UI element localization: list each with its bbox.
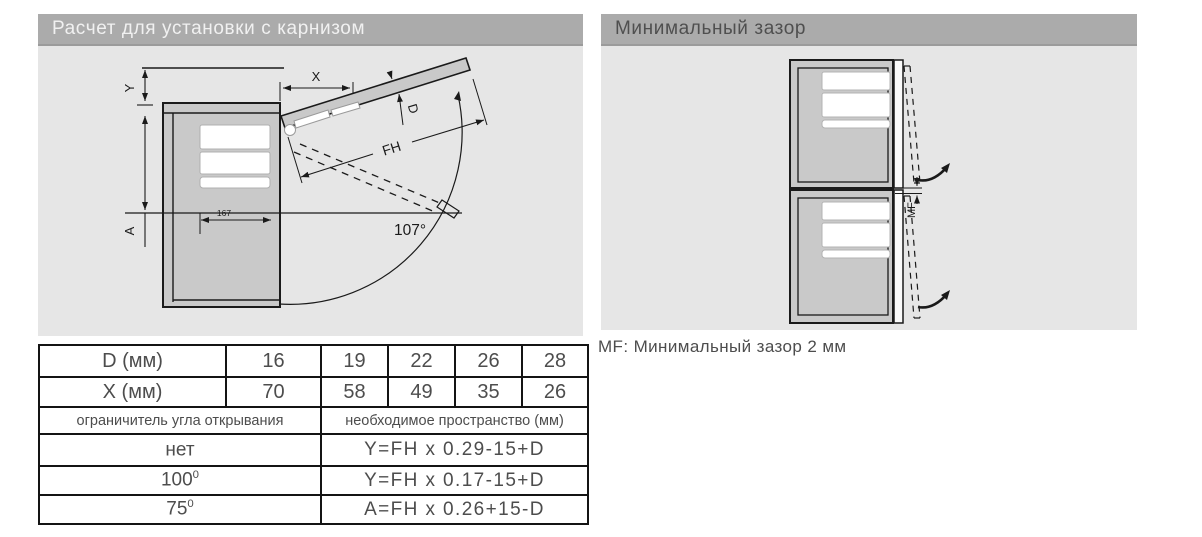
- x-value: 70: [226, 377, 321, 407]
- panel-cornice-calculation: [38, 14, 583, 336]
- d-value: 26: [455, 345, 522, 377]
- limiter-cell: $100^0$: [39, 466, 321, 495]
- x-row-label: X (мм): [39, 377, 226, 407]
- x-value: 26: [522, 377, 588, 407]
- table-row-section-headers: [39, 407, 588, 434]
- limiter-cell: нет: [39, 434, 321, 466]
- upper-door-open-outline: [904, 66, 920, 183]
- label-D: D: [404, 102, 422, 116]
- dimension-Y: [122, 70, 153, 105]
- upper-cabinet: [790, 60, 920, 188]
- table-row-formula: [39, 495, 588, 524]
- d-row-label: D (мм): [39, 345, 226, 377]
- panel-right-body: [601, 46, 1137, 330]
- table-row-d: [39, 345, 588, 377]
- d-value: 16: [226, 345, 321, 377]
- table-row-formula: [39, 466, 588, 495]
- cornice-installation-diagram: [38, 46, 583, 336]
- label-X: X: [311, 69, 321, 84]
- label-angle: 107°: [394, 222, 427, 239]
- label-MF: MF: [906, 202, 918, 218]
- formula-cell: Y=FH x 0.29-15+D: [321, 434, 588, 466]
- door-intermediate-position: [294, 144, 459, 218]
- section-header-space: необходимое пространство (мм): [321, 407, 588, 434]
- calculation-table: [38, 344, 589, 525]
- x-value: 49: [388, 377, 455, 407]
- lower-door-panel: [894, 190, 903, 323]
- minimum-gap-diagram: [601, 46, 1137, 330]
- x-value: 35: [455, 377, 522, 407]
- panel-right-title: Минимальный зазор: [615, 18, 807, 39]
- x-value: 58: [321, 377, 388, 407]
- table-row-formula: [39, 434, 588, 466]
- panel-minimum-gap: [601, 14, 1137, 330]
- interior-shelves: [200, 125, 270, 188]
- panel-right-header: [601, 14, 1137, 46]
- label-A: A: [122, 226, 137, 236]
- d-value: 28: [522, 345, 588, 377]
- panel-left-title: Расчет для установки с карнизом: [52, 18, 366, 39]
- limiter-cell: $75^0$: [39, 495, 321, 524]
- section-header-limiter: ограничитель угла открывания: [39, 407, 321, 434]
- label-167: 167: [216, 208, 232, 218]
- lower-opening-arrow: [918, 290, 950, 307]
- table-row-x: [39, 377, 588, 407]
- dimension-A: [122, 116, 145, 247]
- label-FH: FH: [380, 137, 403, 159]
- panel-left-body: [38, 46, 583, 336]
- formula-cell: A=FH x 0.26+15-D: [321, 495, 588, 524]
- d-value: 22: [388, 345, 455, 377]
- formula-cell: Y=FH x 0.17-15+D: [321, 466, 588, 495]
- lower-cabinet: [790, 190, 920, 323]
- upper-opening-arrow: [918, 163, 950, 180]
- mf-gap-note: MF: Минимальный зазор 2 мм: [598, 337, 847, 356]
- cabinet-side-view: [163, 103, 280, 307]
- label-Y: Y: [122, 83, 137, 93]
- d-value: 19: [321, 345, 388, 377]
- panel-left-header: [38, 14, 583, 46]
- upper-door-panel: [894, 60, 903, 188]
